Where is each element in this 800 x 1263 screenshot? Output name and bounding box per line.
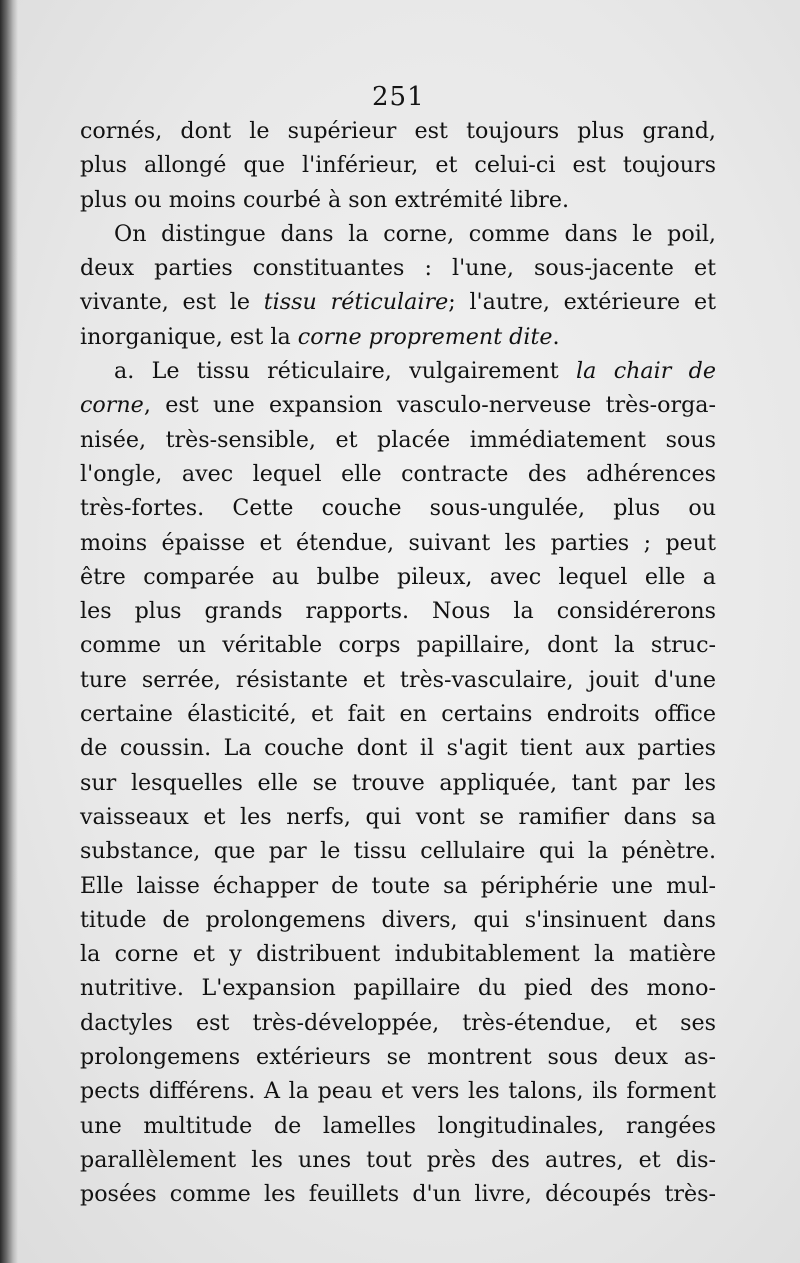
text-line: sur lesquelles elle se trouve appliquée, tant par les	[80, 769, 716, 796]
text-line: inorganique, est la corne proprement dite.	[80, 323, 560, 350]
text-line: ture serrée, résistante et très-vasculaire, jouit d'une	[80, 666, 716, 693]
text-line: nisée, très-sensible, et placée immédiatement sous	[80, 426, 716, 453]
binding-shadow	[0, 0, 18, 1263]
body-text	[80, 114, 716, 1212]
text-line: la corne et y distribuent indubitablement la matière	[80, 941, 716, 968]
text-line: très-fortes. Cette couche sous-ungulée, plus ou	[80, 495, 716, 522]
text-line: dactyles est très-développée, très-étendue, et ses	[80, 1009, 716, 1036]
text-line: prolongemens extérieurs se montrent sous deux as-	[80, 1044, 716, 1071]
text-line: deux parties constituantes : l'une, sous-jacente et	[80, 255, 716, 282]
text-line: vaisseaux et les nerfs, qui vont se ramifier dans sa	[80, 803, 716, 830]
text-line: nutritive. L'expansion papillaire du pied des mono-	[80, 975, 716, 1002]
text-line: une multitude de lamelles longitudinales, rangées	[80, 1112, 716, 1139]
text-line: l'ongle, avec lequel elle contracte des adhérences	[80, 460, 716, 487]
text-line: de coussin. La couche dont il s'agit tient aux parties	[80, 735, 716, 762]
text-line: Elle laisse échapper de toute sa périphérie une mul-	[80, 872, 716, 899]
text-line: les plus grands rapports. Nous la considérerons	[80, 598, 716, 625]
text-line: a. Le tissu réticulaire, vulgairement la chair de	[114, 358, 716, 385]
italic-term: corne	[80, 392, 144, 419]
text-line: On distingue dans la corne, comme dans le poil,	[114, 220, 716, 247]
text-line: certaine élasticité, et fait en certains endroits office	[80, 701, 716, 728]
text-line: cornés, dont le supérieur est toujours plus grand,	[80, 118, 716, 144]
page-number: 251	[372, 82, 425, 112]
text-line: plus ou moins courbé à son extrémité libre.	[80, 186, 570, 213]
text-line: plus allongé que l'inférieur, et celui-ci est toujours	[80, 152, 716, 179]
text-line: comme un véritable corps papillaire, dont la struc-	[80, 632, 716, 659]
text-line: moins épaisse et étendue, suivant les parties ; peut	[80, 529, 716, 556]
text-line: parallèlement les unes tout près des autres, et dis-	[80, 1146, 716, 1173]
italic-term: la chair de	[576, 358, 716, 385]
text-line: corne, est une expansion vasculo-nerveuse très-orga-	[80, 392, 716, 419]
text-line: vivante, est le tissu réticulaire; l'autre, extérieure et	[80, 289, 717, 316]
text-line: titude de prolongemens divers, qui s'insinuent dans	[80, 906, 716, 933]
text-line: posées comme les feuillets d'un livre, découpés très-	[80, 1181, 716, 1208]
text-line: substance, que par le tissu cellulaire qui la pénètre.	[80, 838, 716, 865]
text-line: être comparée au bulbe pileux, avec lequel elle a	[80, 563, 716, 590]
text-line: pects différens. A la peau et vers les talons, ils forment	[80, 1078, 716, 1105]
italic-term: tissu réticulaire	[263, 289, 449, 316]
italic-term: corne proprement dite	[297, 323, 553, 350]
